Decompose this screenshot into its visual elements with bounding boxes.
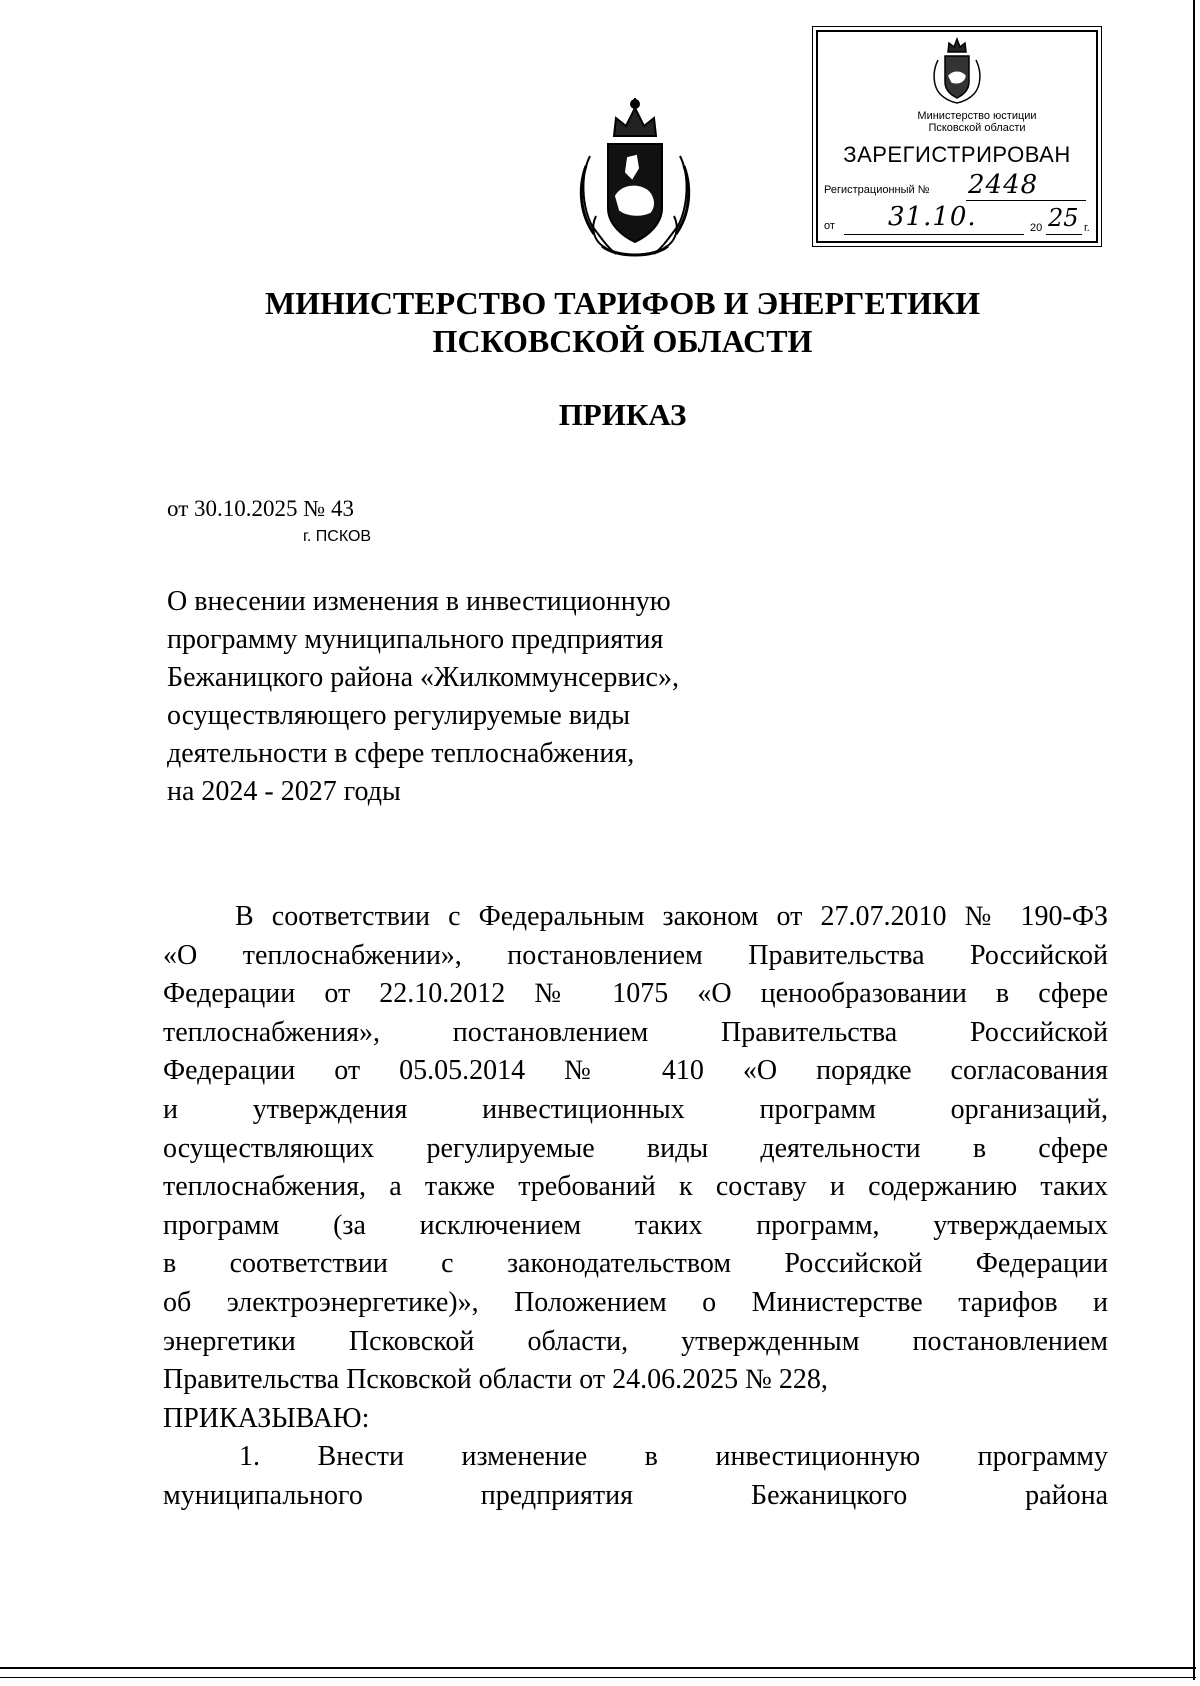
stamp-date-underline [844, 234, 1024, 235]
body-line: «О теплоснабжении», постановлением Правительства Российской [163, 939, 1108, 971]
body-line: В соответствии с Федеральным законом от 27.07.2010 № 190-ФЗ [235, 901, 1108, 932]
body-line: осуществляющих регулируемые виды деятельности в сфере [163, 1132, 1108, 1164]
stamp-year-prefix: 20 [1030, 222, 1043, 234]
body-line: Федерации от 05.05.2014 № 410 «О порядке согласования [163, 1055, 1108, 1087]
ministry-title-line2: ПСКОВСКОЙ ОБЛАСТИ [432, 323, 813, 359]
subject-line: деятельности в сфере теплоснабжения, [167, 738, 635, 769]
body-line: Федерации от 22.10.2012 № 1075 «О ценообразовании в сфере [163, 978, 1108, 1010]
body-line: об электроэнергетике)», Положением о Министерстве тарифов и [163, 1286, 1108, 1318]
order-subject [167, 583, 727, 811]
order-date-number: от 30.10.2025 № 43 [167, 496, 354, 521]
stamp-org-line1: Министерство юстиции [917, 110, 1037, 122]
stamp-reg-number: 2448 [968, 170, 1039, 200]
item-1-line1: 1. Внести изменение в инвестиционную программу [239, 1441, 1108, 1473]
subject-line: осуществляющего регулируемые виды [167, 700, 631, 731]
scan-edge-right [1193, 0, 1195, 1680]
scan-edge-bottom-thin [0, 1677, 1196, 1678]
body-line: программ (за исключением таких программ, утверждаемых [163, 1209, 1108, 1241]
ministry-title-line1: МИНИСТЕРСТВО ТАРИФОВ И ЭНЕРГЕТИКИ [264, 285, 981, 321]
stamp-org-line2: Псковской области [928, 122, 1026, 134]
stamp-coat-of-arms-icon [930, 36, 984, 104]
body-line-last: Правительства Псковской области от 24.06.2025 № 228, [163, 1364, 828, 1396]
stamp-reg-number-underline [966, 200, 1086, 201]
body-line: и утверждения инвестиционных программ организаций, [163, 1093, 1108, 1125]
subject-line: О внесении изменения в инвестиционную [167, 586, 671, 617]
document-type: ПРИКАЗ [558, 397, 687, 432]
registration-stamp [816, 30, 1098, 243]
body-line: теплоснабжения», постановлением Правительства Российской [163, 1016, 1108, 1048]
subject-line: на 2024 - 2027 годы [167, 776, 401, 807]
subject-line: программу муниципального предприятия [167, 624, 664, 655]
body-line: в соответствии с законодательством Российской Федерации [163, 1248, 1108, 1280]
item-1-line2: муниципального предприятия Бежаницкого района [163, 1479, 1108, 1511]
stamp-year-suffix: г. [1084, 222, 1090, 234]
stamp-year-underline [1046, 234, 1082, 235]
scan-edge-bottom [0, 1667, 1196, 1669]
order-city: г. ПСКОВ [303, 528, 372, 545]
body-line: теплоснабжения, а также требований к составу и содержанию таких [163, 1171, 1108, 1203]
order-body [163, 898, 1108, 1516]
stamp-year: 25 [1048, 204, 1079, 232]
order-word: ПРИКАЗЫВАЮ: [163, 1402, 370, 1434]
subject-line: Бежаницкого района «Жилкоммунсервис», [167, 662, 679, 693]
body-line: энергетики Псковской области, утвержденным постановлением [163, 1325, 1108, 1357]
stamp-date: 31.10. [888, 202, 977, 232]
coat-of-arms-icon [576, 96, 694, 262]
ministry-title [0, 284, 1200, 360]
stamp-status: ЗАРЕГИСТРИРОВАН [843, 142, 1071, 167]
stamp-date-prefix: от [824, 220, 835, 232]
stamp-reg-number-label: Регистрационный № [824, 184, 930, 196]
